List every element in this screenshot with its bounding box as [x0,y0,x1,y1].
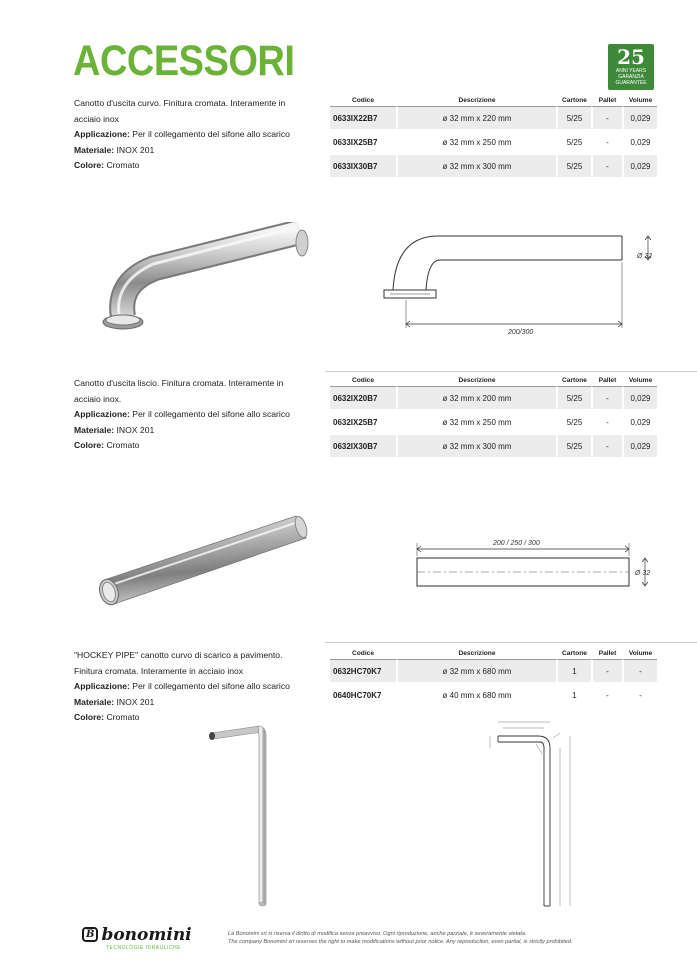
label-color: Colore: [74,712,105,722]
label-color: Colore: [74,440,105,450]
table-row [330,660,657,684]
cell-volume: - [622,684,657,708]
cell-volume: 0,029 [622,131,657,155]
col-code: Codice [330,647,396,660]
cell-description: ø 32 mm x 200 mm [396,387,556,411]
desc-line: acciaio inox [74,113,119,124]
col-carton: Cartone [556,647,591,660]
cell-volume: - [622,660,657,684]
brand-text: bonomini [101,925,192,945]
cell-description: ø 32 mm x 300 mm [396,155,556,179]
cell-pallet: - [591,387,622,411]
table-row [330,107,657,131]
cell-code: 0632IX20B7 [330,387,396,411]
color-value: Cromato [106,160,140,170]
section-separator [325,642,697,643]
table-row [330,131,657,155]
label-material: Materiale: [74,144,115,155]
col-pallet: Pallet [591,647,622,660]
dim-diameter-label: Ø 32 [635,570,651,577]
brand-tagline: TECNOLOGIE IDRAULICHE [106,945,181,951]
badge-line1: ANNI YEARS [615,68,647,74]
col-volume: Volume [622,374,657,387]
badge-number: 25 [617,45,645,69]
cell-carton: 5/25 [556,435,591,459]
application-value: Per il collegamento del sifone allo scarico [132,129,290,139]
cell-pallet: - [591,131,622,155]
cell-carton: 1 [556,660,591,684]
table-row [330,411,657,435]
cell-carton: 5/25 [556,155,591,179]
cell-code: 0640HC70K7 [330,684,396,708]
desc-line: Finitura cromata. Interamente in acciaio inox [74,665,244,676]
cell-volume: 0,029 [622,155,657,179]
cell-carton: 1 [556,684,591,708]
table-row [330,435,657,459]
cell-code: 0633IX30B7 [330,155,396,179]
cell-code: 0632IX25B7 [330,411,396,435]
straight-pipe-image [92,512,314,612]
hockey-pipe-image [205,722,280,912]
label-material: Materiale: [74,424,115,435]
cell-carton: 5/25 [556,387,591,411]
col-carton: Cartone [556,374,591,387]
section-2-table [330,374,657,459]
cell-volume: 0,029 [622,387,657,411]
brand-name [82,925,192,945]
hockey-pipe-drawing [478,716,598,916]
cell-code: 0633IX22B7 [330,107,396,131]
cell-volume: 0,029 [622,411,657,435]
cell-code: 0633IX25B7 [330,131,396,155]
dim-diameter-label: Ø 32 [637,253,653,260]
cell-description: ø 32 mm x 250 mm [396,411,556,435]
label-material: Materiale: [74,696,115,707]
desc-line: Canotto d'uscita liscio. Finitura cromata. Interamente in [74,378,284,388]
footer-note-en: The company Bonomini srl reserves the right to make modifications without prior notice. Any reproduction, even partial, is strictly prohibited. [228,939,573,945]
application-value: Per il collegamento del sifone allo scarico [132,681,290,691]
cell-pallet: - [591,435,622,459]
section-3-description [74,648,319,726]
color-value: Cromato [106,440,140,450]
section-separator [325,371,697,372]
col-volume: Volume [622,647,657,660]
col-carton: Cartone [556,94,591,107]
col-pallet: Pallet [591,374,622,387]
table-row [330,387,657,411]
label-application: Applicazione: [74,681,130,691]
cell-volume: 0,029 [622,107,657,131]
col-pallet: Pallet [591,94,622,107]
cell-code: 0632HC70K7 [330,660,396,684]
cell-volume: 0,029 [622,435,657,459]
color-value: Cromato [106,712,140,722]
col-code: Codice [330,94,396,107]
cell-pallet: - [591,411,622,435]
col-description: Descrizione [396,374,556,387]
footer-note-it: La Bonomini srl si riserva il diritto di modifica senza preavviso. Ogni riproduzione, anche parziale, è severamente vietata. [228,931,527,937]
material-value: INOX 201 [116,144,155,155]
section-1-description [74,96,319,174]
table-row [330,155,657,179]
col-description: Descrizione [396,94,556,107]
desc-line: acciaio inox. [74,393,122,404]
section-3-table [330,647,657,708]
cell-description: ø 40 mm x 680 mm [396,684,556,708]
table-row [330,684,657,708]
desc-line: Canotto d'uscita curvo. Finitura cromata. Interamente in [74,98,286,108]
cell-description: ø 32 mm x 220 mm [396,107,556,131]
curved-pipe-drawing [378,228,663,338]
desc-line: "HOCKEY PIPE" canotto curvo di scarico a pavimento. [74,650,283,660]
cell-carton: 5/25 [556,107,591,131]
table-header-row [330,94,657,107]
cell-carton: 5/25 [556,411,591,435]
section-2-description [74,376,319,454]
label-color: Colore: [74,160,105,170]
curved-pipe-image [95,222,315,342]
badge-line3: GUARANTEE [615,80,647,86]
cell-description: ø 32 mm x 300 mm [396,435,556,459]
cell-description: ø 32 mm x 250 mm [396,131,556,155]
dim-length-label: 200 / 250 / 300 [493,540,540,547]
brand-logo [82,925,192,951]
section-1-table [330,94,657,179]
cell-carton: 5/25 [556,131,591,155]
label-application: Applicazione: [74,409,130,419]
logo-mark-icon: B [82,927,98,942]
material-value: INOX 201 [116,424,155,435]
application-value: Per il collegamento del sifone allo scarico [132,409,290,419]
cell-pallet: - [591,660,622,684]
col-volume: Volume [622,94,657,107]
label-application: Applicazione: [74,129,130,139]
footer-note [228,930,573,946]
straight-pipe-drawing [405,535,667,605]
col-description: Descrizione [396,647,556,660]
table-header-row [330,374,657,387]
col-code: Codice [330,374,396,387]
material-value: INOX 201 [116,696,155,707]
cell-pallet: - [591,155,622,179]
cell-code: 0632IX30B7 [330,435,396,459]
page-title: ACCESSORI [73,38,295,86]
table-header-row [330,647,657,660]
guarantee-badge [608,44,654,90]
badge-line2: GARANZIA [618,74,644,80]
dim-length-label: 200/300 [508,329,534,336]
cell-pallet: - [591,107,622,131]
cell-pallet: - [591,684,622,708]
cell-description: ø 32 mm x 680 mm [396,660,556,684]
